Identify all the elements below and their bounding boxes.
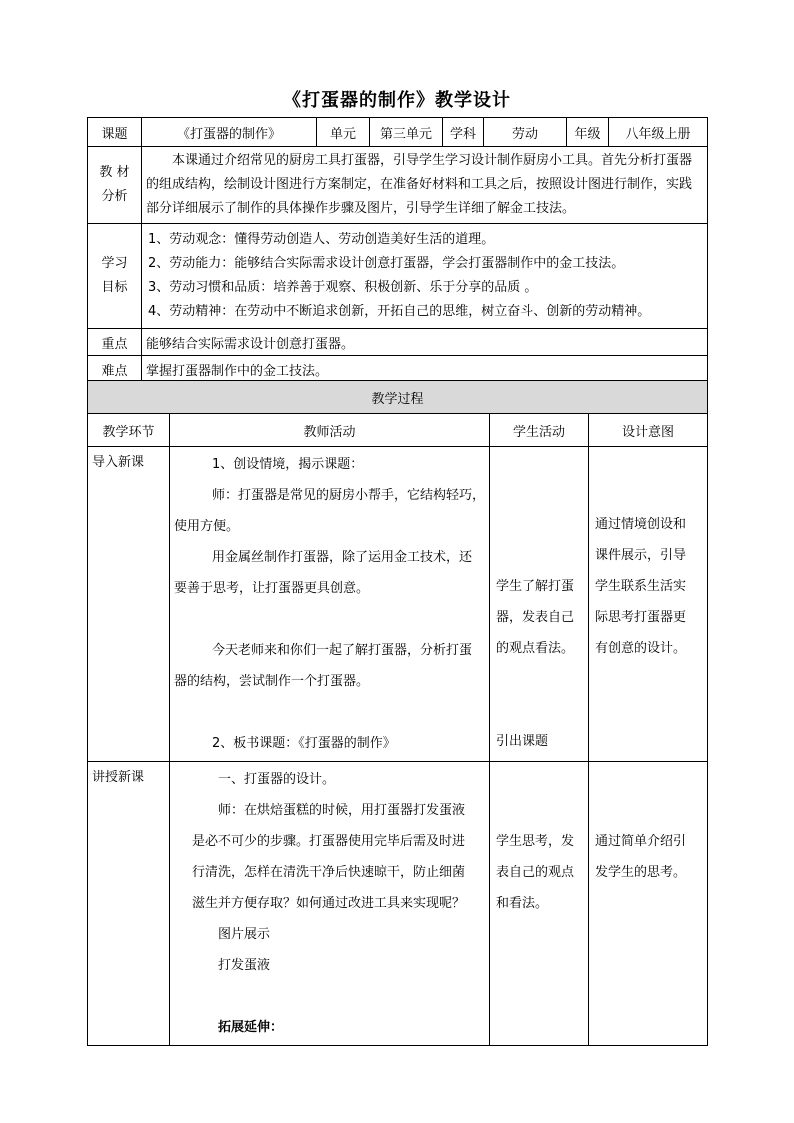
lecture-teacher-line: 行清洗，怎样在清洗干净后快速晾干，防止细菌 [192, 865, 466, 880]
goals-list [142, 224, 708, 329]
lecture-teacher-line: 师：在烘焙蛋糕的时候，用打蛋器打发蛋液 [218, 803, 466, 818]
header-stage: 教学环节 [88, 414, 170, 447]
lecture-teacher-line: 打发蛋液 [218, 958, 271, 973]
intro-intent-line: 有创意的设计。 [595, 641, 687, 656]
header-student: 学生活动 [490, 414, 589, 447]
topic-value: 《打蛋器的制作》 [142, 118, 317, 147]
intro-teacher-line: 要善于思考，让打蛋器更具创意。 [174, 581, 370, 596]
analysis-row [88, 147, 708, 224]
intro-student-line: 器，发表自己 [496, 610, 575, 625]
difficulty-text: 掌握打蛋器制作中的金工技法。 [142, 356, 708, 383]
intro-intent [589, 447, 708, 762]
intro-row [88, 447, 708, 762]
header-intent: 设计意图 [589, 414, 708, 447]
grade-value: 八年级上册 [609, 118, 708, 147]
goal-item: 1、劳动观念：懂得劳动创造人、劳动创造美好生活的道理。 [148, 232, 495, 247]
lecture-teacher-line: 拓展延伸： [218, 1020, 284, 1035]
intro-intent-line: 课件展示，引导 [595, 548, 687, 563]
teaching-process-table [87, 380, 708, 1046]
lecture-teacher [170, 762, 490, 1046]
goals-label-line1: 学习 [101, 256, 128, 271]
lecture-intent [589, 762, 708, 1046]
goals-label [88, 224, 142, 329]
process-header-row [88, 414, 708, 447]
intro-teacher-line: 器的结构，尝试制作一个打蛋器。 [174, 674, 370, 689]
intro-teacher-line: 今天老师来和你们一起了解打蛋器，分析打蛋 [212, 643, 473, 658]
intro-teacher-line: 2、板书课题：《打蛋器的制作》 [212, 736, 396, 751]
header-teacher: 教师活动 [170, 414, 490, 447]
key-point-text: 能够结合实际需求设计创意打蛋器。 [142, 329, 708, 356]
intro-teacher-line: 1、创设情境，揭示课题： [212, 457, 364, 472]
grade-label: 年级 [567, 118, 609, 147]
intro-student-line: 的观点看法。 [496, 641, 575, 656]
intro-intent-line: 通过情境创设和 [595, 517, 687, 532]
lecture-intent-line: 通过简单介绍引 [595, 834, 687, 849]
intro-stage: 导入新课 [88, 447, 170, 762]
lecture-teacher-line: 一、打蛋器的设计。 [218, 772, 336, 787]
intro-teacher-line: 用金属丝制作打蛋器，除了运用金工技术，还 [212, 550, 473, 565]
lecture-teacher-line [192, 981, 485, 1012]
analysis-text: 本课通过介绍常见的厨房工具打蛋器，引导学生学习设计制作厨房小工具。首先分析打蛋器的组成结构，绘制设计图进行方案制定，在准备好材料和工具之后，按照设计图进行制作，实践部分详细展示了制作的具体操作步骤及图片，引导学生详细了解金工技法。 [142, 147, 708, 224]
goals-row [88, 224, 708, 329]
analysis-label [88, 147, 142, 224]
lecture-student-line: 学生思考，发 [496, 834, 575, 849]
goal-item: 2、劳动能力：能够结合实际需求设计创意打蛋器，学会打蛋器制作中的金工技法。 [148, 256, 625, 271]
lesson-info-table [87, 117, 708, 383]
lecture-student [490, 762, 589, 1046]
subject-label: 学科 [443, 118, 484, 147]
intro-teacher-line [174, 604, 485, 635]
intro-teacher-line [174, 697, 485, 728]
intro-student [490, 447, 589, 762]
difficulty-label: 难点 [88, 356, 142, 383]
process-title: 教学过程 [88, 381, 708, 414]
lecture-teacher-line: 是必不可少的步骤。打蛋器使用完毕后需及时进 [192, 834, 466, 849]
key-point-label: 重点 [88, 329, 142, 356]
intro-teacher-line: 使用方便。 [174, 519, 240, 534]
page-title: 《打蛋器的制作》教学设计 [283, 90, 511, 111]
lecture-student-line: 和看法。 [496, 896, 549, 911]
analysis-label-line2: 分析 [101, 189, 128, 204]
subject-value: 劳动 [484, 118, 567, 147]
intro-teacher [170, 447, 490, 762]
goals-label-line2: 目标 [101, 280, 128, 295]
process-title-row [88, 381, 708, 414]
lecture-intent-line: 发学生的思考。 [595, 865, 687, 880]
goal-item: 3、劳动习惯和品质：培养善于观察、积极创新、乐于分享的品质 。 [148, 280, 538, 295]
intro-intent-line: 学生联系生活实 [595, 579, 687, 594]
intro-student-line: 引出课题 [496, 734, 549, 749]
difficulty-row [88, 356, 708, 383]
unit-value: 第三单元 [370, 118, 443, 147]
lecture-stage: 讲授新课 [88, 762, 170, 1046]
lecture-teacher-line: 图片展示 [218, 927, 271, 942]
key-point-row [88, 329, 708, 356]
lecture-student-line: 表自己的观点 [496, 865, 575, 880]
unit-label: 单元 [317, 118, 370, 147]
intro-intent-line: 际思考打蛋器更 [595, 610, 687, 625]
analysis-label-line1: 教 材 [99, 165, 130, 180]
intro-student-line: 学生了解打蛋 [496, 579, 575, 594]
topic-label: 课题 [88, 118, 142, 147]
lecture-teacher-line: 滋生并方便存取？如何通过改进工具来实现呢？ [192, 896, 466, 911]
intro-teacher-line: 师：打蛋器是常见的厨房小帮手，它结构轻巧， [212, 488, 486, 503]
lecture-row [88, 762, 708, 1046]
info-row [88, 118, 708, 147]
goal-item: 4、劳动精神：在劳动中不断追求创新，开拓自己的思维，树立奋斗、创新的劳动精神。 [148, 304, 651, 319]
